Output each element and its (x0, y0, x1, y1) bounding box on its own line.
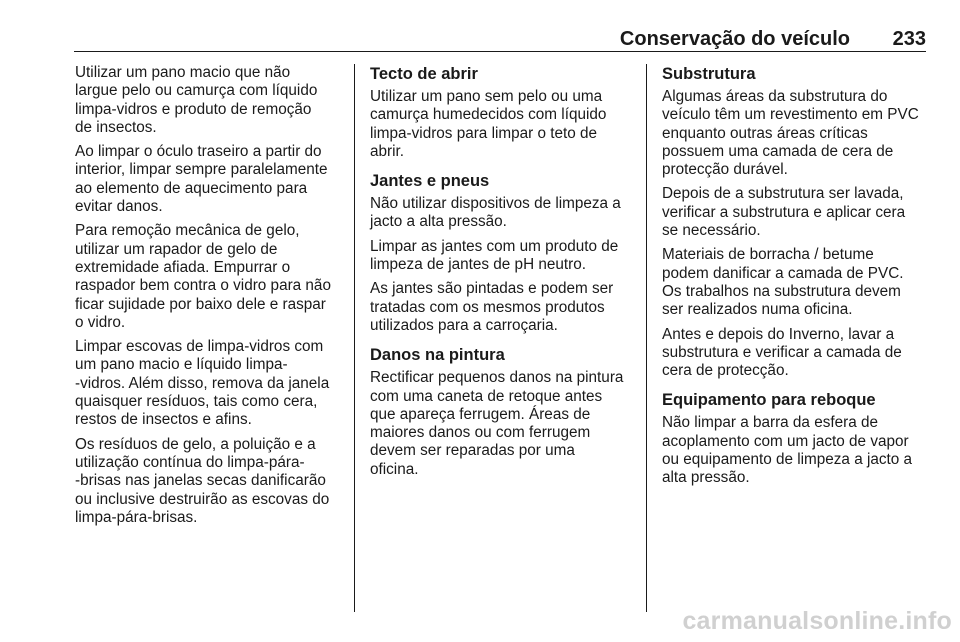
text-line: camurça humedecidos com líquido (370, 106, 607, 124)
text-line: acoplamento com um jacto de vapor (662, 432, 909, 450)
text-line: ao elemento de aquecimento para (75, 179, 308, 197)
page-header (74, 24, 926, 50)
text-line: Utilizar um pano macio que não (75, 64, 291, 81)
page-number: 233 (892, 28, 926, 50)
paragraph (662, 246, 932, 319)
paragraph (662, 185, 932, 240)
text-line: raspador bem contra o vidro para não (75, 277, 331, 295)
section-heading-towing-equipment: Equipamento para reboque (662, 391, 876, 410)
text-line: substrutura e verificar a camada de (662, 343, 902, 361)
text-line: abrir. (370, 142, 405, 160)
paragraph (662, 88, 932, 179)
text-line: que apareça ferrugem. Áreas de (370, 405, 591, 423)
paragraph (75, 338, 345, 429)
text-line: largue pelo ou camurça com líquido (75, 82, 318, 100)
text-line: limpeza de jantes de pH neutro. (370, 256, 586, 274)
text-line: utilizar um rapador de gelo de (75, 240, 278, 258)
text-line: ou equipamento de limpeza a jacto a (662, 451, 913, 469)
watermark: carmanualsonline.info (682, 607, 952, 635)
text-line: verificar a substrutura e aplicar cera (662, 203, 906, 221)
text-line: com uma caneta de retoque antes (370, 387, 603, 405)
text-line: Os resíduos de gelo, a poluição e a (75, 435, 316, 453)
paragraph (75, 222, 345, 332)
text-line: o vidro. (75, 313, 126, 331)
text-line: veículo têm um revestimento em PVC (662, 106, 919, 124)
text-line: quaisquer resíduos, tais como cera, (75, 393, 318, 411)
paragraph (370, 369, 638, 479)
section-heading-wheels: Jantes e pneus (370, 172, 490, 191)
column-divider-left (354, 64, 355, 612)
text-line: ficar sujidade por baixo dele e raspar (75, 295, 326, 313)
text-line: tratadas com os mesmos produtos (370, 298, 605, 316)
text-line: -brisas nas janelas secas danificarão (75, 472, 326, 490)
text-line: podem danificar a camada de PVC. (662, 264, 904, 282)
text-line: limpa-pára-brisas. (75, 508, 198, 526)
paragraph (662, 414, 932, 487)
section-heading-paint-damage: Danos na pintura (370, 346, 505, 365)
text-line: restos de insectos e afins. (75, 411, 252, 429)
text-line: As jantes são pintadas e podem ser (370, 280, 614, 298)
column-divider-right (646, 64, 647, 612)
text-line: jacto a alta pressão. (370, 213, 507, 231)
text-line: ou inclusive destruirão as escovas do (75, 490, 330, 508)
text-line: um pano macio e líquido limpa- (75, 356, 288, 374)
text-line: protecção durável. (662, 161, 788, 179)
paragraph (75, 64, 345, 137)
text-line: limpa-vidros e produto de remoção (75, 100, 312, 118)
text-line: Ao limpar o óculo traseiro a partir do (75, 143, 322, 161)
text-line: ser realizados numa oficina. (662, 301, 853, 319)
text-line: Limpar escovas de limpa-vidros com (75, 338, 324, 356)
column-middle (370, 64, 638, 485)
text-line: -vidros. Além disso, remova da janela (75, 374, 330, 392)
paragraph (75, 143, 345, 216)
text-line: enquanto outras áreas críticas (662, 124, 868, 142)
text-line: utilizados para a carroçaria. (370, 316, 558, 334)
text-line: Limpar as jantes com um produto de (370, 237, 619, 255)
paragraph (75, 436, 345, 527)
header-divider (74, 51, 926, 52)
text-line: utilização contínua do limpa-pára- (75, 453, 305, 471)
text-line: Rectificar pequenos danos na pintura (370, 369, 624, 387)
text-line: evitar danos. (75, 198, 163, 216)
text-line: Materiais de borracha / betume (662, 246, 874, 264)
text-line: Algumas áreas da substrutura do (662, 88, 888, 105)
text-line: Para remoção mecânica de gelo, (75, 222, 300, 240)
paragraph (370, 195, 638, 232)
section-heading-underbody: Substrutura (662, 65, 756, 83)
text-line: Não utilizar dispositivos de limpeza a (370, 195, 621, 213)
paragraph (370, 238, 638, 275)
page-title: Conservação do veículo (619, 28, 850, 50)
text-line: extremidade afiada. Empurrar o (75, 258, 291, 276)
text-line: Antes e depois do Inverno, lavar a (662, 325, 895, 343)
text-line: cera de protecção. (662, 362, 789, 380)
text-line: alta pressão. (662, 469, 750, 487)
paragraph (662, 326, 932, 381)
text-line: oficina. (370, 460, 419, 478)
text-line: Não limpar a barra da esfera de (662, 414, 878, 432)
section-heading-sunroof: Tecto de abrir (370, 65, 478, 83)
text-line: Depois de a substrutura ser lavada, (662, 185, 904, 203)
text-line: devem ser reparadas por uma (370, 442, 575, 460)
text-line: interior, limpar sempre paralelamente (75, 161, 328, 179)
column-left (75, 64, 345, 533)
text-line: possuem uma camada de cera de (662, 142, 894, 160)
text-line: Os trabalhos na substrutura devem (662, 282, 901, 300)
column-right (662, 64, 932, 494)
text-line: limpa-vidros para limpar o teto de (370, 124, 598, 142)
paragraph (370, 280, 638, 335)
text-line: de insectos. (75, 118, 157, 136)
text-line: Utilizar um pano sem pelo ou uma (370, 88, 603, 105)
paragraph (370, 88, 638, 161)
text-line: maiores danos ou com ferrugem (370, 424, 591, 442)
text-line: se necessário. (662, 222, 761, 240)
